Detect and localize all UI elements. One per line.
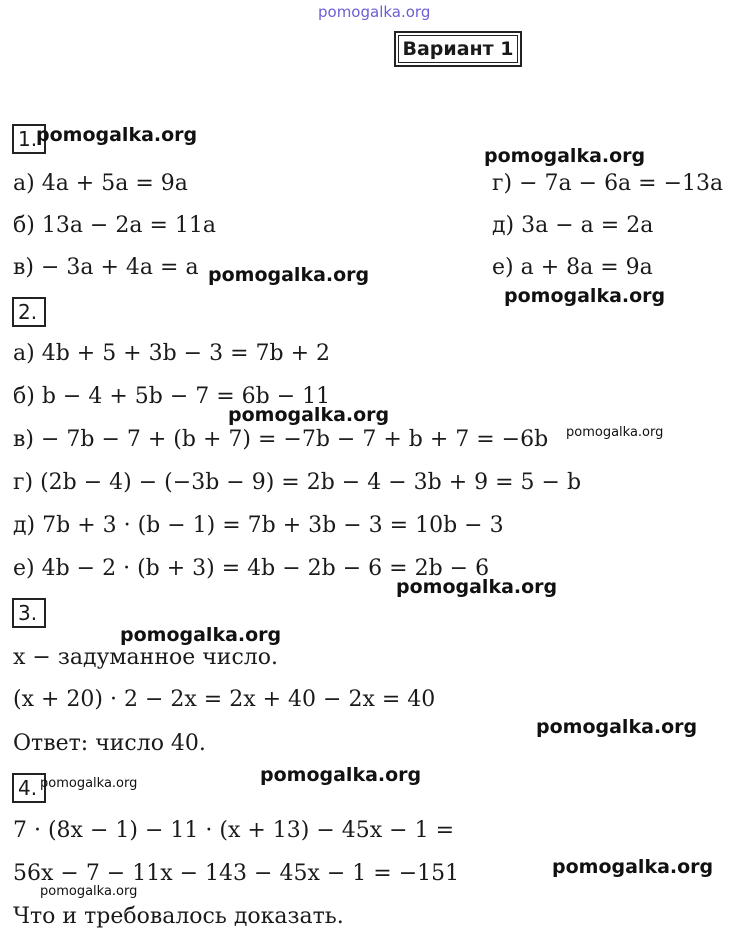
- task-2-number: 2.: [12, 297, 46, 327]
- watermark: pomogalka.org: [40, 884, 138, 899]
- watermark: pomogalka.org: [552, 856, 714, 878]
- task-2-line-a: а) 4b + 5 + 3b − 3 = 7b + 2: [13, 341, 331, 366]
- task-1-line-v: в) − 3a + 4a = a: [13, 255, 199, 280]
- task-4-number: 4.: [12, 773, 46, 803]
- task-2-line-e: е) 4b − 2 · (b + 3) = 4b − 2b − 6 = 2b − 6: [13, 556, 490, 581]
- task-2-line-v: в) − 7b − 7 + (b + 7) = −7b − 7 + b + 7 = −6b: [13, 427, 549, 452]
- watermark: pomogalka.org: [260, 764, 422, 786]
- task-1-line-a: а) 4a + 5a = 9a: [13, 171, 188, 196]
- watermark: pomogalka.org: [40, 776, 138, 791]
- watermark: pomogalka.org: [36, 124, 198, 146]
- task-3-answer: Ответ: число 40.: [13, 731, 206, 756]
- task-1-number: 1.: [12, 124, 46, 154]
- task-3-line-1: x − задуманное число.: [13, 645, 278, 670]
- task-3-number: 3.: [12, 598, 46, 628]
- watermark-top: pomogalka.org: [318, 3, 431, 21]
- task-1-line-b: б) 13a − 2a = 11a: [13, 213, 216, 238]
- watermark: pomogalka.org: [536, 716, 698, 738]
- task-4-line-2: 56x − 7 − 11x − 143 − 45x − 1 = −151: [13, 861, 460, 886]
- watermark: pomogalka.org: [120, 624, 282, 646]
- task-2-line-d: д) 7b + 3 · (b − 1) = 7b + 3b − 3 = 10b − 3: [13, 513, 504, 538]
- task-3-line-2: (x + 20) · 2 − 2x = 2x + 40 − 2x = 40: [13, 687, 436, 712]
- task-1-line-e: е) a + 8a = 9a: [492, 255, 653, 280]
- task-2-line-g: г) (2b − 4) − (−3b − 9) = 2b − 4 − 3b + 9 = 5 − b: [13, 470, 582, 495]
- task-1-line-d: д) 3a − a = 2a: [492, 213, 654, 238]
- task-1-line-g: г) − 7a − 6a = −13a: [492, 171, 724, 196]
- watermark: pomogalka.org: [484, 145, 646, 167]
- watermark: pomogalka.org: [208, 264, 370, 286]
- task-4-conclusion: Что и требовалось доказать.: [13, 904, 344, 929]
- task-2-line-b: б) b − 4 + 5b − 7 = 6b − 11: [13, 384, 331, 409]
- task-4-line-1: 7 · (8x − 1) − 11 · (x + 13) − 45x − 1 =: [13, 818, 455, 843]
- watermark: pomogalka.org: [396, 576, 558, 598]
- variant-title: Вариант 1: [394, 31, 522, 67]
- watermark: pomogalka.org: [566, 425, 664, 440]
- watermark: pomogalka.org: [504, 285, 666, 307]
- watermark: pomogalka.org: [228, 404, 390, 426]
